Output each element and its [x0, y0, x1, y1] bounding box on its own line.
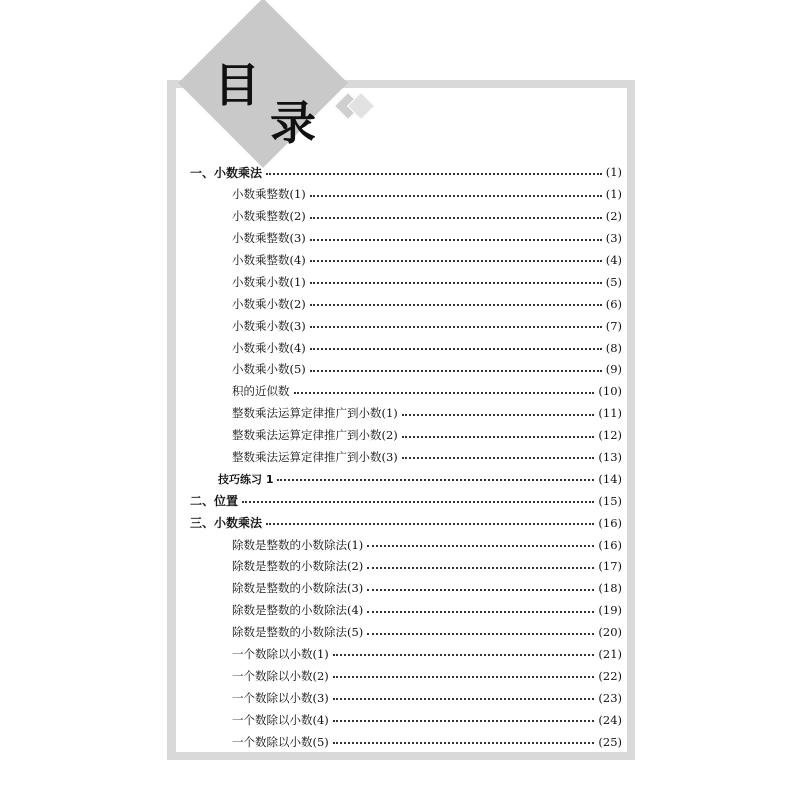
- toc-entry[interactable]: [190, 529, 622, 551]
- toc-entry[interactable]: [190, 682, 622, 704]
- dot-leader: [333, 653, 595, 656]
- toc-entry[interactable]: [190, 442, 622, 464]
- toc-entry-page: (13): [598, 449, 622, 464]
- toc-entry-title: 除数是整数的小数除法(2): [232, 559, 364, 574]
- dot-leader: [310, 303, 602, 306]
- dot-leader: [402, 435, 595, 438]
- toc-entry-title: 一个数除以小数(3): [232, 690, 329, 705]
- toc-entry[interactable]: [190, 201, 622, 223]
- toc-entry-page: (24): [598, 712, 622, 727]
- dot-leader: [310, 238, 602, 241]
- toc-entry-page: (8): [605, 340, 622, 355]
- dot-leader: [310, 281, 602, 284]
- toc-entry[interactable]: [190, 354, 622, 376]
- dot-leader: [310, 325, 602, 328]
- toc-entry-title: 小数乘小数(1): [232, 274, 306, 289]
- toc-entry[interactable]: [190, 310, 622, 332]
- dot-leader: [402, 413, 595, 416]
- toc-entry-title: 小数乘小数(2): [232, 296, 306, 311]
- dot-leader: [310, 259, 602, 262]
- toc-entry-page: (23): [598, 690, 622, 705]
- toc-entry-title: 除数是整数的小数除法(4): [232, 603, 364, 618]
- toc-entry-title: 一、小数乘法: [190, 165, 263, 180]
- toc-entry-page: (6): [605, 296, 622, 311]
- toc-entry-page: (4): [605, 252, 622, 267]
- toc-entry-title: 整数乘法运算定律推广到小数(1): [232, 406, 398, 421]
- toc-entry[interactable]: [190, 573, 622, 595]
- dot-leader: [266, 172, 602, 175]
- toc-entry[interactable]: [190, 157, 622, 179]
- toc-entry-page: (10): [598, 384, 622, 399]
- toc-entry-title: 除数是整数的小数除法(5): [232, 625, 364, 640]
- toc-entry[interactable]: [190, 660, 622, 682]
- dot-leader: [242, 500, 594, 503]
- toc-entry-page: (20): [598, 625, 622, 640]
- toc-entry[interactable]: [190, 223, 622, 245]
- toc-entry-page: (7): [605, 318, 622, 333]
- toc-entry-page: (11): [598, 406, 622, 421]
- dot-leader: [310, 347, 602, 350]
- toc-entry-page: (17): [598, 559, 622, 574]
- toc-entry-page: (14): [598, 471, 622, 486]
- dot-leader: [333, 719, 595, 722]
- dot-leader: [367, 566, 594, 569]
- dot-leader: [367, 588, 594, 591]
- toc-entry[interactable]: [190, 595, 622, 617]
- toc-entry-page: (2): [605, 209, 622, 224]
- toc-entry-title: 除数是整数的小数除法(1): [232, 537, 364, 552]
- toc-entry-title: 整数乘法运算定律推广到小数(2): [232, 428, 398, 443]
- toc-entry-title: 小数乘整数(1): [232, 187, 306, 202]
- toc-entry[interactable]: [190, 704, 622, 726]
- dot-leader: [310, 216, 602, 219]
- dot-leader: [367, 544, 594, 547]
- toc-entry-page: (1): [605, 165, 622, 180]
- dot-leader: [367, 610, 594, 613]
- toc-entry-title: 积的近似数: [232, 384, 290, 399]
- toc-entry-page: (25): [598, 734, 622, 749]
- toc-entry-page: (19): [598, 603, 622, 618]
- toc-entry[interactable]: [190, 617, 622, 639]
- dot-leader: [333, 741, 595, 744]
- toc-entry[interactable]: [190, 420, 622, 442]
- toc-entry[interactable]: [190, 266, 622, 288]
- dot-leader: [367, 632, 594, 635]
- dot-leader: [310, 369, 602, 372]
- toc-entry-title: 二、位置: [190, 494, 239, 509]
- toc-entry[interactable]: [190, 726, 622, 748]
- toc-entry[interactable]: [190, 332, 622, 354]
- table-of-contents: [190, 157, 622, 748]
- toc-entry-title: 一个数除以小数(2): [232, 668, 329, 683]
- toc-entry-page: (1): [605, 187, 622, 202]
- toc-entry-title: 除数是整数的小数除法(3): [232, 581, 364, 596]
- toc-entry-title: 小数乘小数(3): [232, 318, 306, 333]
- dot-leader: [310, 194, 602, 197]
- title-char-lu: 录: [270, 96, 316, 150]
- toc-entry-page: (5): [605, 274, 622, 289]
- toc-entry[interactable]: [190, 463, 622, 485]
- toc-entry-page: (16): [598, 515, 622, 530]
- toc-entry-title: 小数乘整数(4): [232, 252, 306, 267]
- toc-entry[interactable]: [190, 288, 622, 310]
- toc-entry[interactable]: [190, 376, 622, 398]
- dot-leader: [402, 456, 595, 459]
- title-char-mu: 目: [214, 58, 260, 112]
- toc-entry-title: 一个数除以小数(4): [232, 712, 329, 727]
- toc-entry[interactable]: [190, 179, 622, 201]
- toc-entry-page: (16): [598, 537, 622, 552]
- dot-leader: [333, 675, 595, 678]
- toc-entry[interactable]: [190, 639, 622, 661]
- dot-leader: [266, 522, 594, 525]
- toc-entry[interactable]: [190, 398, 622, 420]
- toc-entry-page: (21): [598, 646, 622, 661]
- toc-entry-page: (15): [598, 493, 622, 508]
- toc-entry[interactable]: [190, 485, 622, 507]
- toc-entry-title: 一个数除以小数(1): [232, 646, 329, 661]
- dot-leader: [277, 478, 594, 481]
- toc-entry-page: (18): [598, 581, 622, 596]
- toc-entry[interactable]: [190, 551, 622, 573]
- toc-entry-title: 小数乘整数(2): [232, 209, 306, 224]
- toc-entry[interactable]: [190, 245, 622, 267]
- toc-entry-title: 整数乘法运算定律推广到小数(3): [232, 449, 398, 464]
- toc-entry-title: 一个数除以小数(5): [232, 734, 329, 749]
- toc-entry-page: (3): [605, 231, 622, 246]
- toc-entry-title: 小数乘小数(5): [232, 362, 306, 377]
- toc-entry-page: (9): [605, 362, 622, 377]
- dot-leader: [294, 391, 595, 394]
- toc-entry-title: 小数乘整数(3): [232, 231, 306, 246]
- toc-entry-page: (12): [598, 428, 622, 443]
- toc-entry-title: 三、小数乘法: [190, 516, 263, 531]
- toc-entry-title: 技巧练习 1: [218, 473, 274, 487]
- dot-leader: [333, 697, 595, 700]
- toc-entry-title: 小数乘小数(4): [232, 340, 306, 355]
- toc-entry[interactable]: [190, 507, 622, 529]
- toc-entry-page: (22): [598, 668, 622, 683]
